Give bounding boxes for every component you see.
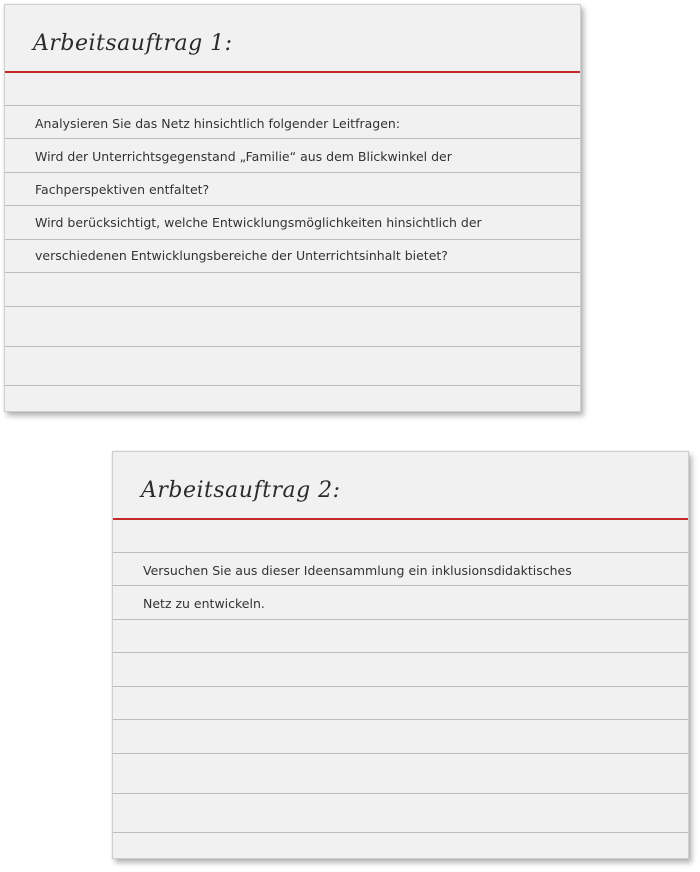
ruled-line xyxy=(113,619,688,620)
ruled-line xyxy=(5,105,580,106)
ruled-line xyxy=(113,686,688,687)
ruled-line xyxy=(5,172,580,173)
ruled-line xyxy=(113,719,688,720)
task-text-line: Versuchen Sie aus dieser Ideensammlung ein inklusionsdidaktisches xyxy=(143,563,572,578)
ruled-line xyxy=(5,205,580,206)
ruled-line xyxy=(113,585,688,586)
task-text-line: Fachperspektiven entfaltet? xyxy=(35,182,210,197)
task-text-line: Wird der Unterrichtsgegenstand „Familie“ aus dem Blickwinkel der xyxy=(35,149,452,164)
ruled-line xyxy=(5,306,580,307)
card-title: Arbeitsauftrag 1: xyxy=(33,31,233,56)
card-title: Arbeitsauftrag 2: xyxy=(141,478,341,503)
task-card-1 xyxy=(4,4,581,412)
ruled-line xyxy=(5,385,580,386)
title-divider xyxy=(113,518,688,520)
task-text-line: Netz zu entwickeln. xyxy=(143,596,265,611)
task-text-line: Wird berücksichtigt, welche Entwicklungsmöglichkeiten hinsichtlich der xyxy=(35,215,482,230)
ruled-line xyxy=(113,832,688,833)
ruled-line xyxy=(113,652,688,653)
task-card-2 xyxy=(112,451,689,859)
ruled-line xyxy=(113,793,688,794)
ruled-line xyxy=(5,272,580,273)
ruled-line xyxy=(5,346,580,347)
title-divider xyxy=(5,71,580,73)
ruled-line xyxy=(5,239,580,240)
ruled-line xyxy=(113,552,688,553)
task-text-line: Analysieren Sie das Netz hinsichtlich folgender Leitfragen: xyxy=(35,116,401,131)
ruled-line xyxy=(113,753,688,754)
ruled-line xyxy=(5,138,580,139)
task-text-line: verschiedenen Entwicklungsbereiche der Unterrichtsinhalt bietet? xyxy=(35,248,448,263)
